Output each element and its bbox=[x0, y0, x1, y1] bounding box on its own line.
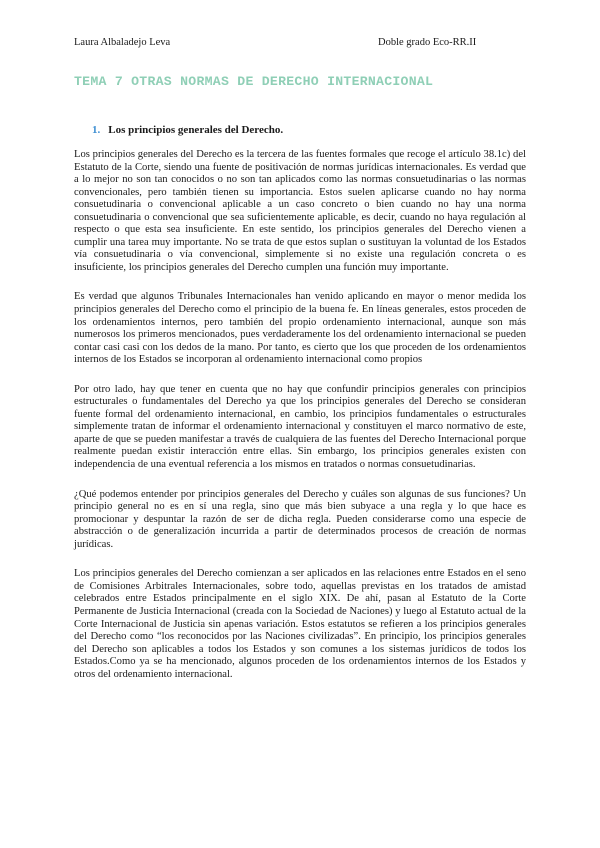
header-degree: Doble grado Eco-RR.II bbox=[378, 37, 477, 48]
paragraph: Por otro lado, hay que tener en cuenta que no hay que confundir principios generales con principios estructurales o fundamentales del Derecho ya que los principios generales del Derecho se consideran fuente formal del ordenamiento internacional, en cambio, los principios fundamentales o estructurales simplemente tratan de informar el ordenamiento internacional y constituyen el marco normativo de este, aparte de que se pueden manifestar a través de cualquiera de las fuentes del Derecho Internacional porque realmente puedan existir interacción entre ellas. Sin embargo, los principios generales existen con independencia de una eventual referencia a los mismos en tratados o normas consuetudinarias. bbox=[74, 383, 526, 471]
document-body bbox=[74, 149, 526, 698]
section-heading-text: Los principios generales del Derecho. bbox=[108, 124, 284, 136]
paragraph: ¿Qué podemos entender por principios generales del Derecho y cuáles son algunas de sus funciones? Un principio general no es en sí una regla, sino que más bien subyace a una regla y lo que hace es promocionar y despuntar la razón de ser de dicha regla. Pueden considerarse como una especie de abstracción o de generalización incurrida a partir de determinados procesos de creación de normas jurídicas. bbox=[74, 488, 526, 550]
paragraph: Los principios generales del Derecho es la tercera de las fuentes formales que recoge el artículo 38.1c) del Estatuto de la Corte, siendo una fuente de positivación de normas jurídicas internacionales. Es verdad que a lo mejor no son tan conocidos o no son tan aplicados como las normas consuetudinarias o las normas convencionales, pero también tienen su importancia. Estos suelen aplicarse cuando no hay norma consuetudinaria o convencional aplicable a un caso concreto o bien cuando no hay una norma consuetudinaria o convencional que sea suficientemente aplicable, es decir, cuando no haya regulación al respecto o que esta sea insuficiente. En este sentido, los principios generales del Derecho vienen a cumplir una tarea muy importante. No se trata de que estos suplan o sustituyan la voluntad de los Estados vía consuetudinaria o vía convencional, simplemente si no existe una regulación concreta o es insuficiente, los principios generales del Derecho cumplen una función muy importante. bbox=[74, 149, 526, 273]
paragraph: Los principios generales del Derecho comienzan a ser aplicados en las relaciones entre Estados en el seno de Comisiones Arbitrales Internacionales, sobre todo, aquellas previstas en los tratados de amistad celebrados entre Estados principalmente en el siglo XIX. De ahí, pasan al Estatuto de la Corte Permanente de Justicia Internacional (creada con la Sociedad de Naciones) y luego al Estatuto actual de la Corte Internacional de Justicia sin apenas variación. Estos estatutos se refieren a los principios generales del Derecho como “los reconocidos por las Naciones civilizadas”. En principio, los principios generales del Derecho son aplicables a todos los Estados y son comunes a los sistemas jurídicos de todos los Estados.Como ya se ha mencionado, algunos proceden de los ordenamientos internos de los Estados y otros del ordenamiento internacional. bbox=[74, 568, 526, 680]
section-number: 1. bbox=[92, 124, 101, 136]
header-author: Laura Albaladejo Leva bbox=[74, 37, 171, 48]
document-title: TEMA 7 OTRAS NORMAS DE DERECHO INTERNACIONAL bbox=[74, 74, 434, 89]
paragraph: Es verdad que algunos Tribunales Internacionales han venido aplicando en mayor o menor medida los principios generales del Derecho como el principio de la buena fe. En líneas generales, estos proceden de los ordenamientos internos, pero también del propio ordenamiento internacional, aunque son más numerosos los primeros mencionados, pues verdaderamente los del ordenamiento internacional se pueden contar casi casi con los dedos de la mano. Por tanto, es cierto que los que proceden de los ordenamientos internos de los Estados se incorporan al ordenamiento internacional como propios bbox=[74, 291, 526, 366]
page-header bbox=[74, 36, 524, 50]
section-heading bbox=[92, 123, 283, 137]
